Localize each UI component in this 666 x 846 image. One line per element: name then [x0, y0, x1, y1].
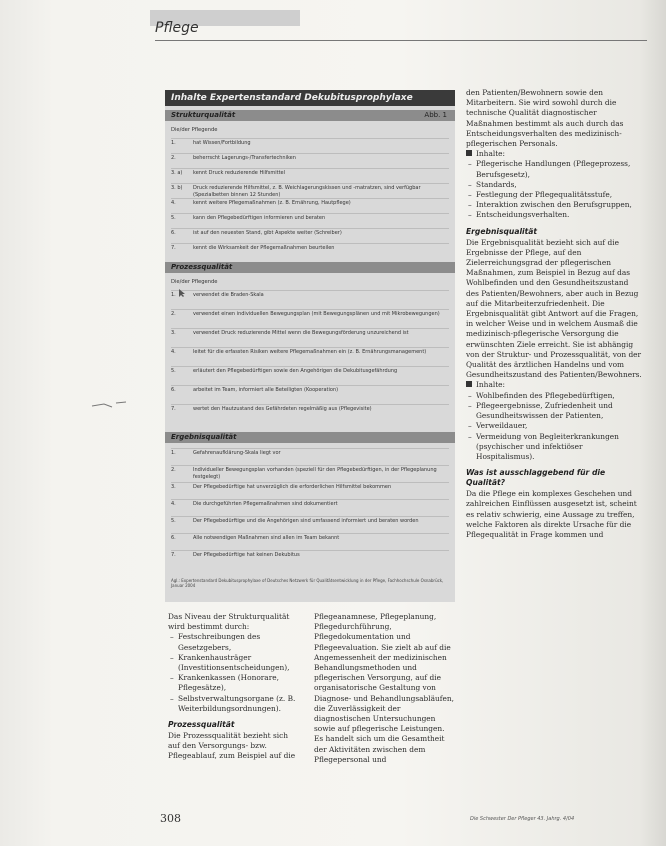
right-inhalte-list-item: – Standards,: [466, 180, 642, 190]
structure-heading: [165, 110, 455, 121]
right-inhalte-label: [466, 149, 642, 159]
right-inhalte-list: [466, 159, 642, 220]
structure-item-number: 1.: [171, 140, 176, 146]
right-inhalte2-list: [466, 391, 642, 462]
pen-mark: [90, 398, 130, 410]
structure-item-number: 4.: [171, 200, 176, 206]
structure-item-number: 5.: [171, 215, 176, 221]
structure-item-text: kennt Druck reduzierende Hilfsmittel: [193, 170, 286, 176]
result-heading-text: Ergebnisqualität: [171, 433, 237, 441]
right-inhalte2-list-item: – Vermeidung von Begleiterkrankungen (psychischer und infektiöser Hospitalismus).: [466, 432, 642, 463]
structure-item-text: kennt die Wirksamkeit der Pflegemaßnahmen beurteilen: [193, 245, 335, 251]
structure-rule: [171, 153, 449, 154]
right-inhalte-list-item: – Entscheidungsverhalten.: [466, 210, 642, 220]
result-rule: [171, 465, 449, 466]
cursor-mark: [178, 288, 186, 298]
right-inhalte-list-item: – Interaktion zwischen den Berufsgruppen,: [466, 200, 642, 210]
structure-rule: [171, 213, 449, 214]
structure-item-text: Druck reduzierende Hilfsmittel, z. B. Weichlagerungskissen und -matratzen, sind verfügbar (Spezialbetten binnen 12 Stunden): [193, 185, 421, 198]
process-item-text: wertet den Hautzustand des Gefährdeten regelmäßig aus (Pflegevisite): [193, 406, 372, 412]
result-item-text: Der Pflegebedürftige hat keinen Dekubitus: [193, 552, 300, 558]
structure-rule: [171, 198, 449, 199]
process-rule: [171, 309, 449, 310]
structure-item-number: 2.: [171, 155, 176, 161]
result-item-text: Der Pflegebedürftige hat unverzüglich die erforderlichen Hilfsmittel bekommen: [193, 484, 392, 490]
result-item-number: 6.: [171, 535, 176, 541]
structure-rule: [171, 138, 449, 139]
structure-item-text: ist auf den neuesten Stand, gibt Aspekte weiter (Schreiber): [193, 230, 342, 236]
right-inhalte-list-item: – Pflegerische Handlungen (Pflegeprozess, Berufsgesetz),: [466, 159, 642, 179]
column-middle: [314, 612, 454, 765]
figure-tag: Abb. 1: [424, 111, 447, 119]
inhalte2-label-text: Inhalte:: [476, 380, 506, 390]
left-list-item: – Krankenhausträger (Investitionsentscheidungen),: [168, 653, 296, 673]
process-rule: [171, 385, 449, 386]
process-item-text: erläutert den Pflegebedürftigen sowie den Angehörigen die Dekubitusgefährdung: [193, 368, 398, 374]
right-text2: Da die Pflege ein komplexes Geschehen und zahlreichen Einflüssen ausgesetzt ist, scheint es relativ schwierig, eine Aussage zu treffen, welche Faktoren als direkte Ursache für die Pflegequalität in Frage kommen und: [466, 489, 637, 539]
process-item-number: 7.: [171, 406, 176, 412]
structure-item-text: kann den Pflegebedürftigen informieren und beraten: [193, 215, 326, 221]
right-inhalte2-list-item: – Pflegeergebnisse, Zufriedenheit und Gesundheitswissen der Patienten,: [466, 401, 642, 421]
structure-item-number: 6.: [171, 230, 176, 236]
process-item-number: 6.: [171, 387, 176, 393]
structure-item-number: 3. b): [171, 185, 183, 191]
structure-item-text: hat Wissen/Fortbildung: [193, 140, 251, 146]
left-list-item: – Selbstverwaltungsorgane (z. B. Weiterbildungsordnungen).: [168, 694, 296, 714]
result-item-text: Der Pflegebedürftige und die Angehörigen sind umfassend informiert und beraten worden: [193, 518, 419, 524]
middle-text: Pflegeanamnese, Pflegeplanung, Pflegedurchführung, Pflegedokumentation und Pflegeevaluation. Sie zielt ab auf die Angemessenheit der medizinischen Behandlungsmethoden und pflegerischen Versorgung, auf die organisatorische Gestaltung von Diagnose- und Behandlungsabläufen, die Zuverlässigkeit der diagnostischen Untersuchungen sowie auf pflegerische Leistungen. Es handelt sich um die Gesamtheit der Aktivitäten zwischen dem Pflegepersonal und: [314, 612, 455, 764]
right-inhalte2-label: [466, 380, 642, 390]
left-intro: Das Niveau der Strukturqualität wird bestimmt durch:: [168, 612, 290, 632]
right-intro: den Patienten/Bewohnern sowie den Mitarbeitern. Sie wird sowohl durch die technische Qualität diagnostischer Maßnahmen bestimmt als auch durch das Entscheidungsverhalten des medizinisch-pflegerischen Personals.: [466, 88, 624, 149]
process-heading: [165, 262, 455, 273]
square-bullet-icon: [466, 381, 472, 387]
process-rule: [171, 347, 449, 348]
process-item-text: verwendet einen individuellen Bewegungsplan (mit Bewegungsplänen und mit Mikrobewegungen): [193, 311, 440, 317]
structure-rule: [171, 228, 449, 229]
column-left: [168, 612, 296, 762]
process-item-text: verwendet Druck reduzierende Mittel wenn die Bewegungsförderung unzureichend ist: [193, 330, 409, 336]
result-item-number: 7.: [171, 552, 176, 558]
result-item-number: 4.: [171, 501, 176, 507]
page-number: 308: [160, 812, 181, 825]
result-item-text: Die durchgeführten Pflegemaßnahmen sind dokumentiert: [193, 501, 338, 507]
right-inhalte-list-item: – Festlegung der Pflegequalitätsstufe,: [466, 190, 642, 200]
left-list: [168, 632, 296, 714]
structure-rule: [171, 243, 449, 244]
structure-item-text: beherrscht Lagerungs-/Transfertechniken: [193, 155, 296, 161]
left-heading: Prozessqualität: [168, 720, 235, 730]
process-item-text: arbeitet im Team, informiert alle Beteiligten (Kooperation): [193, 387, 339, 393]
result-rule: [171, 550, 449, 551]
result-item-number: 2.: [171, 467, 176, 473]
process-item-number: 2.: [171, 311, 176, 317]
right-inhalte2-list-item: – Wohlbefinden des Pflegebedürftigen,: [466, 391, 642, 401]
process-item-text: verwendet die Braden-Skala: [193, 292, 264, 298]
result-item-text: Individueller Bewegungsplan vorhanden (speziell für den Pflegebedürftigen, in der Pflegeplanung festgelegt): [193, 467, 437, 480]
process-item-number: 5.: [171, 368, 176, 374]
process-item-text: leitet für die erfassten Risiken weitere Pflegemaßnahmen ein (z. B. Ernährungsmanagement): [193, 349, 427, 355]
result-item-text: Alle notwendigen Maßnahmen sind allen im Team bekannt: [193, 535, 340, 541]
result-rule: [171, 448, 449, 449]
left-list-item: – Festschreibungen des Gesetzgebers,: [168, 632, 296, 652]
result-rule: [171, 482, 449, 483]
process-rule: [171, 366, 449, 367]
box-title: Inhalte Expertenstandard Dekubitusprophylaxe: [165, 90, 455, 106]
structure-heading-text: Strukturqualität: [171, 111, 236, 119]
page-title: Pflege: [155, 20, 199, 36]
journal-footer: Die Schwester Der Pfleger 43. Jahrg. 4/04: [470, 816, 575, 822]
process-item-number: 1.: [171, 292, 176, 298]
structure-rule: [171, 168, 449, 169]
box-footnote: Agl.: Expertenstandard Dekubitusprophylaxe of Deutsches Netzwerk für Qualitätsentwicklung in der Pflege, Fachhochschule Osnabrück, Januar 2004: [171, 578, 444, 588]
header-rule: [155, 40, 647, 41]
right-heading2: Was ist ausschlaggebend für die Qualität?: [466, 468, 606, 488]
left-list-item: – Krankenkassen (Honorare, Pflegesätze),: [168, 673, 296, 693]
structure-item-text: kennt weitere Pflegemaßnahmen (z. B. Ernährung, Hautpflege): [193, 200, 351, 206]
process-rule: [171, 328, 449, 329]
process-item-number: 3.: [171, 330, 176, 336]
result-rule: [171, 499, 449, 500]
square-bullet-icon: [466, 150, 472, 156]
right-text: Die Ergebnisqualität bezieht sich auf die Ergebnisse der Pflege, auf den Zielerreichungsgrad der pflegerischen Maßnahmen, zum Beispiel in Bezug auf das Wohlbefinden und den Gesundheitszustand des Patienten/Bewohners, aber auch in Bezug auf die Mitarbeiterzufriedenheit. Die Ergebnisqualität gibt Antwort auf die Fragen, in welcher Weise und in welchem Ausmaß die medizinisch-pflegerische Versorgung die erwünschten Ziele erreicht. Sie ist abhängig von der Struktur- und Prozessqualität, von der Qualität des ärztlichen Handelns und vom Gesundheitszustand des Patienten/Bewohners.: [466, 237, 642, 380]
right-inhalte2-list-item: – Verweildauer,: [466, 421, 642, 431]
info-box: [165, 90, 455, 602]
structure-lead: Die/der Pflegende: [171, 127, 218, 133]
process-rule: [171, 290, 449, 291]
structure-item-number: 7.: [171, 245, 176, 251]
structure-item-number: 3. a): [171, 170, 183, 176]
process-lead: Die/der Pflegende: [171, 279, 218, 285]
process-item-number: 4.: [171, 349, 176, 355]
result-heading: [165, 432, 455, 443]
column-right: [466, 88, 642, 540]
process-heading-text: Prozessqualität: [171, 263, 233, 271]
structure-rule: [171, 183, 449, 184]
result-item-text: Gefahrenaufklärung-Skala liegt vor: [193, 450, 281, 456]
result-item-number: 1.: [171, 450, 176, 456]
result-item-number: 3.: [171, 484, 176, 490]
result-rule: [171, 516, 449, 517]
result-item-number: 5.: [171, 518, 176, 524]
left-text: Die Prozessqualität bezieht sich auf den Versorgungs- bzw. Pflegeablauf, zum Beispiel auf die: [168, 731, 296, 761]
result-rule: [171, 533, 449, 534]
process-rule: [171, 404, 449, 405]
inhalte-label-text: Inhalte:: [476, 149, 506, 159]
right-heading: Ergebnisqualität: [466, 226, 538, 236]
